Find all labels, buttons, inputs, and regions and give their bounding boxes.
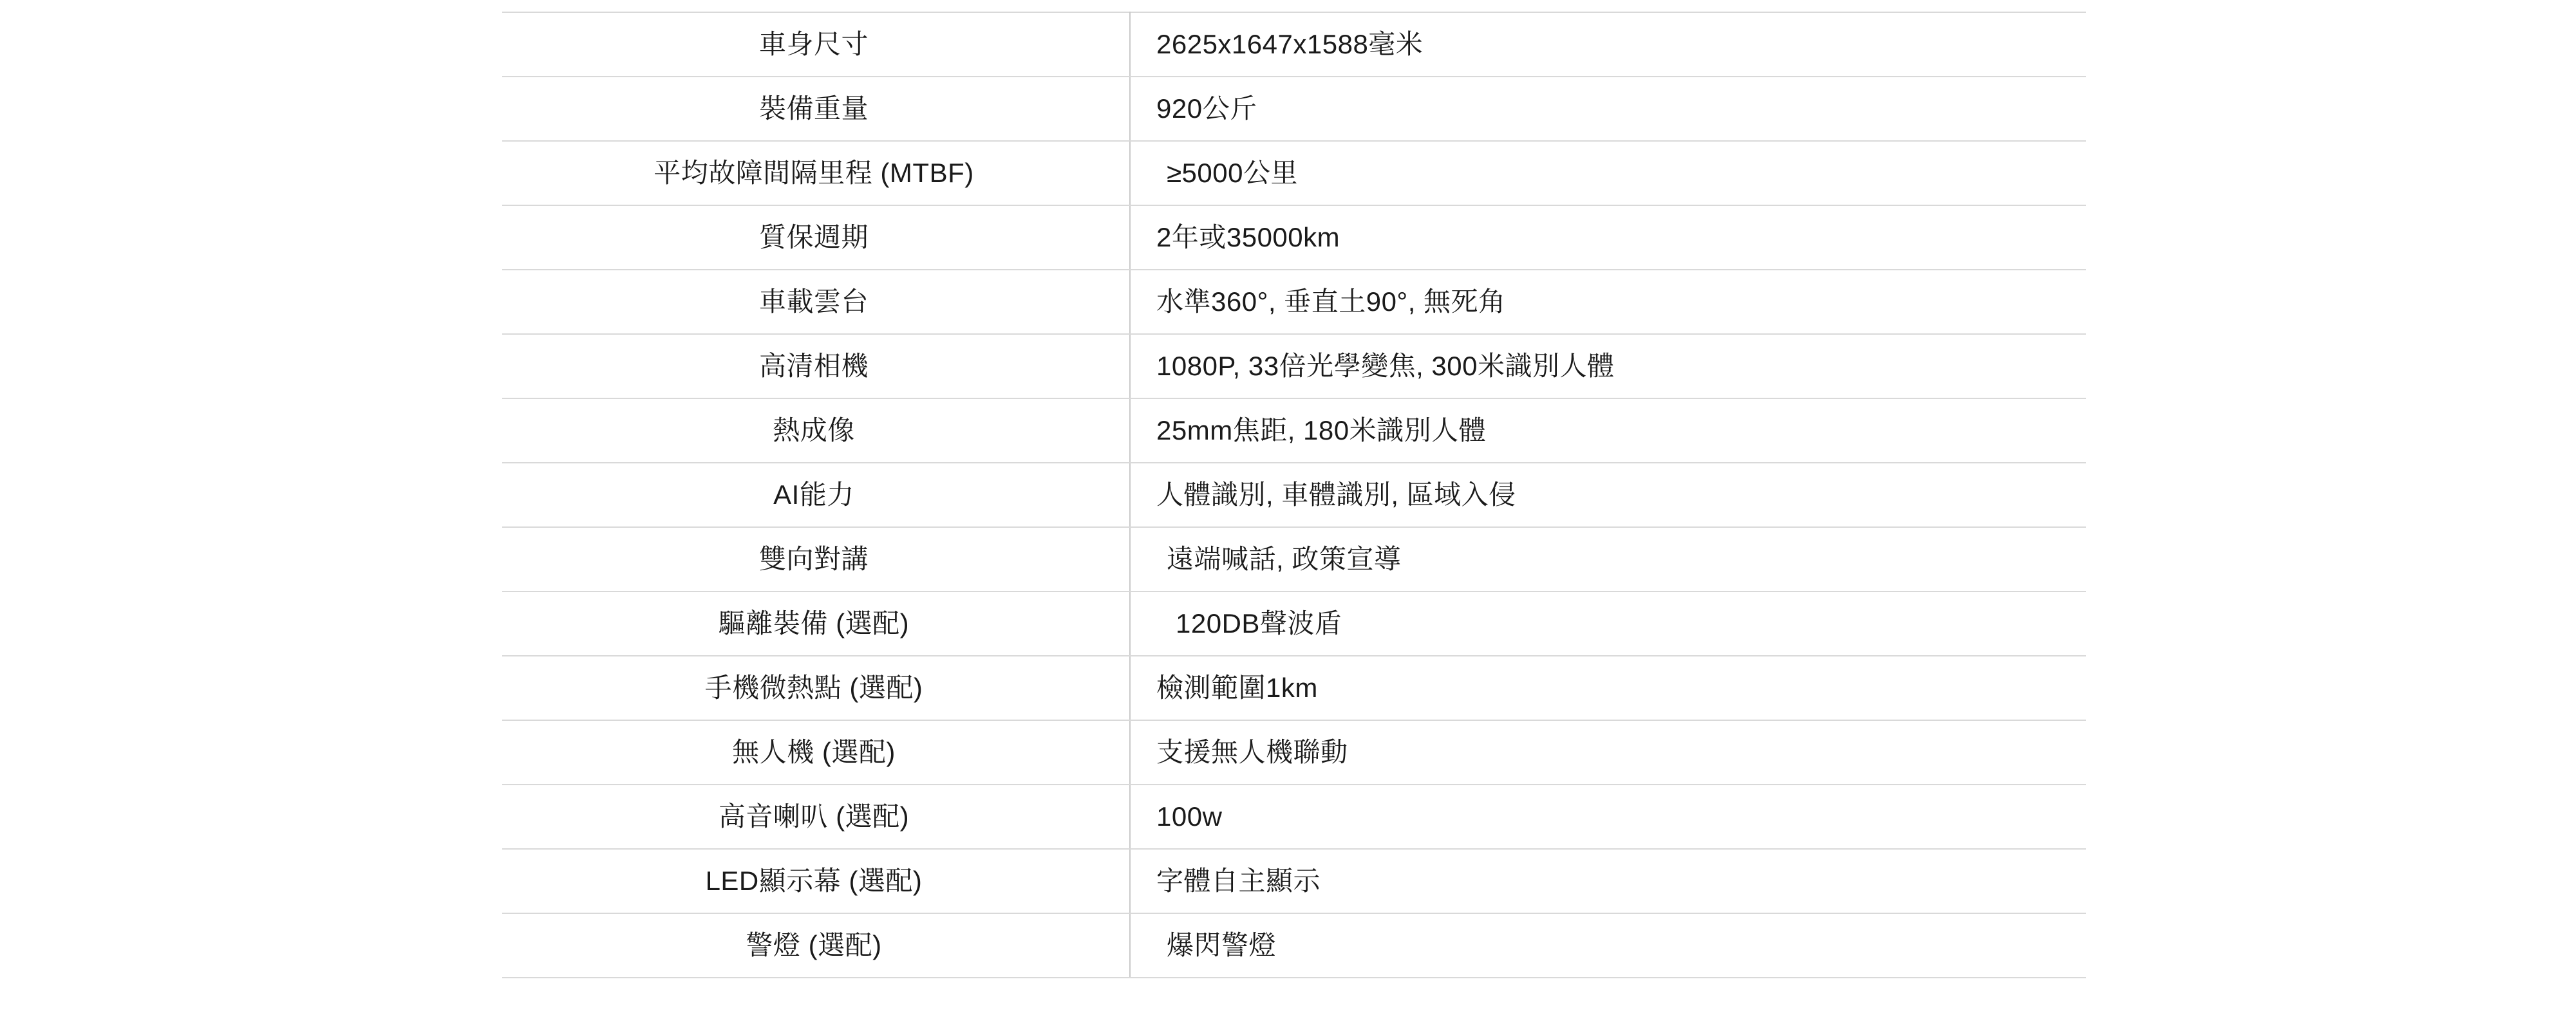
spec-value: 920公斤 (1130, 77, 2086, 141)
table-row (502, 334, 2086, 398)
table-row (502, 849, 2086, 913)
table-row (502, 270, 2086, 334)
spec-value: 檢測範圍1km (1130, 656, 2086, 720)
spec-value: 25mm焦距, 180米識別人體 (1130, 398, 2086, 463)
spec-value: 水準360°, 垂直土90°, 無死角 (1130, 270, 2086, 334)
spec-label: 手機微熱點 (選配) (502, 656, 1130, 720)
spec-label: 雙向對講 (502, 527, 1130, 591)
spec-label: 車載雲台 (502, 270, 1130, 334)
specifications-table-body (502, 12, 2086, 978)
spec-label: 車身尺寸 (502, 12, 1130, 77)
spec-label: LED顯示幕 (選配) (502, 849, 1130, 913)
specifications-table (502, 12, 2086, 978)
spec-value: 120DB聲波盾 (1130, 591, 2086, 656)
table-row (502, 720, 2086, 785)
table-row (502, 205, 2086, 270)
spec-label: 裝備重量 (502, 77, 1130, 141)
spec-value: 2625x1647x1588毫米 (1130, 12, 2086, 77)
table-row (502, 785, 2086, 849)
spec-label: 高清相機 (502, 334, 1130, 398)
spec-value: 1080P, 33倍光學變焦, 300米識別人體 (1130, 334, 2086, 398)
table-row (502, 141, 2086, 205)
spec-value: ≥5000公里 (1130, 141, 2086, 205)
spec-label: 高音喇叭 (選配) (502, 785, 1130, 849)
spec-label: 無人機 (選配) (502, 720, 1130, 785)
table-row (502, 398, 2086, 463)
table-row (502, 463, 2086, 527)
spec-label: 熱成像 (502, 398, 1130, 463)
spec-label: AI能力 (502, 463, 1130, 527)
spec-value: 人體識別, 車體識別, 區域入侵 (1130, 463, 2086, 527)
spec-label: 質保週期 (502, 205, 1130, 270)
spec-label: 警燈 (選配) (502, 913, 1130, 978)
table-row (502, 913, 2086, 978)
spec-label: 驅離裝備 (選配) (502, 591, 1130, 656)
spec-value: 字體自主顯示 (1130, 849, 2086, 913)
table-row (502, 591, 2086, 656)
table-row (502, 12, 2086, 77)
spec-value: 100w (1130, 785, 2086, 849)
spec-label: 平均故障間隔里程 (MTBF) (502, 141, 1130, 205)
spec-value: 爆閃警燈 (1130, 913, 2086, 978)
table-row (502, 656, 2086, 720)
table-row (502, 527, 2086, 591)
spec-value: 遠端喊話, 政策宣導 (1130, 527, 2086, 591)
table-row (502, 77, 2086, 141)
spec-value: 支援無人機聯動 (1130, 720, 2086, 785)
spec-value: 2年或35000km (1130, 205, 2086, 270)
